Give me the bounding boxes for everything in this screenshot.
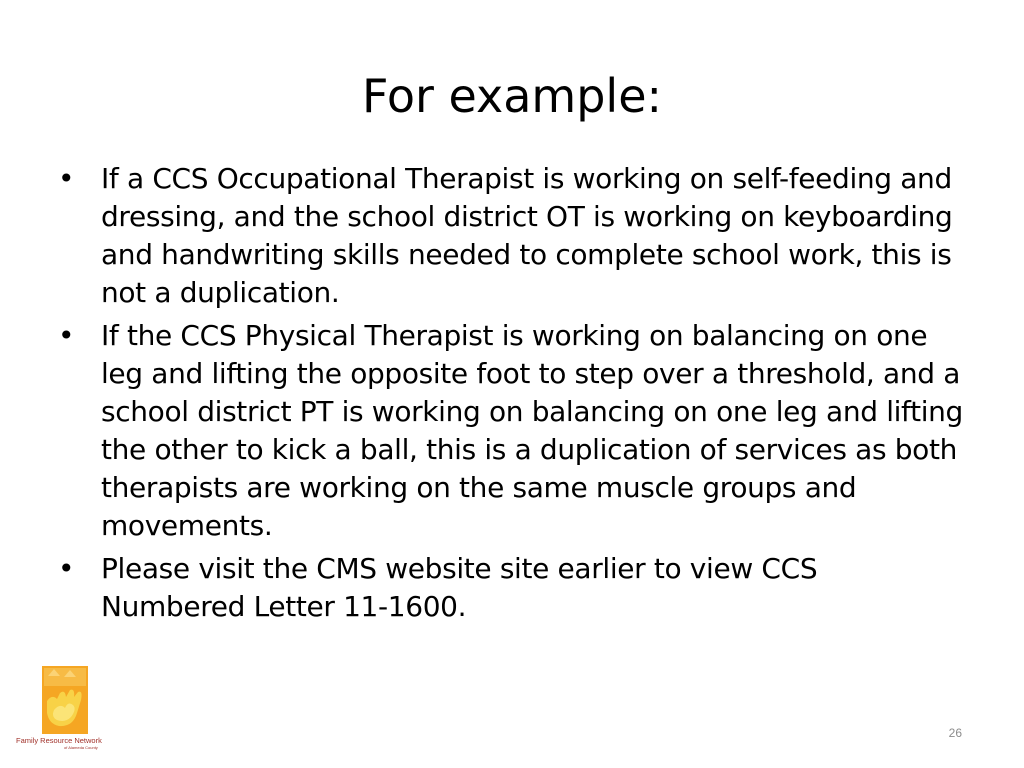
- slide-title: For example:: [362, 69, 662, 123]
- bullet-dot-icon: •: [58, 552, 75, 585]
- family-resource-network-logo: [16, 664, 116, 754]
- bullet-item: [58, 317, 968, 545]
- bullet-item: [58, 550, 968, 626]
- logo-text: Family Resource Network: [16, 736, 102, 745]
- bullet-item: [58, 160, 968, 312]
- hands-logo-icon: [42, 666, 88, 734]
- bullet-dot-icon: •: [58, 162, 75, 195]
- logo-subtext: of Alameda County: [64, 745, 98, 750]
- bullet-dot-icon: •: [58, 319, 75, 352]
- bullet-list: [58, 160, 968, 631]
- page-number: 26: [948, 726, 962, 740]
- bullet-text: If the CCS Physical Therapist is working on balancing on one leg and lifting the opposite foot to step over a threshold, and a school district PT is working on balancing on one leg and lifting the other to kick a ball, this is a duplication of services as both therapists are working on the same muscle groups and movements.: [101, 319, 963, 542]
- bullet-text: Please visit the CMS website site earlier to view CCS Numbered Letter 11-1600.: [101, 552, 818, 623]
- bullet-text: If a CCS Occupational Therapist is working on self-feeding and dressing, and the school district OT is working on keyboarding and handwriting skills needed to complete school work, this is not a duplication.: [101, 162, 953, 309]
